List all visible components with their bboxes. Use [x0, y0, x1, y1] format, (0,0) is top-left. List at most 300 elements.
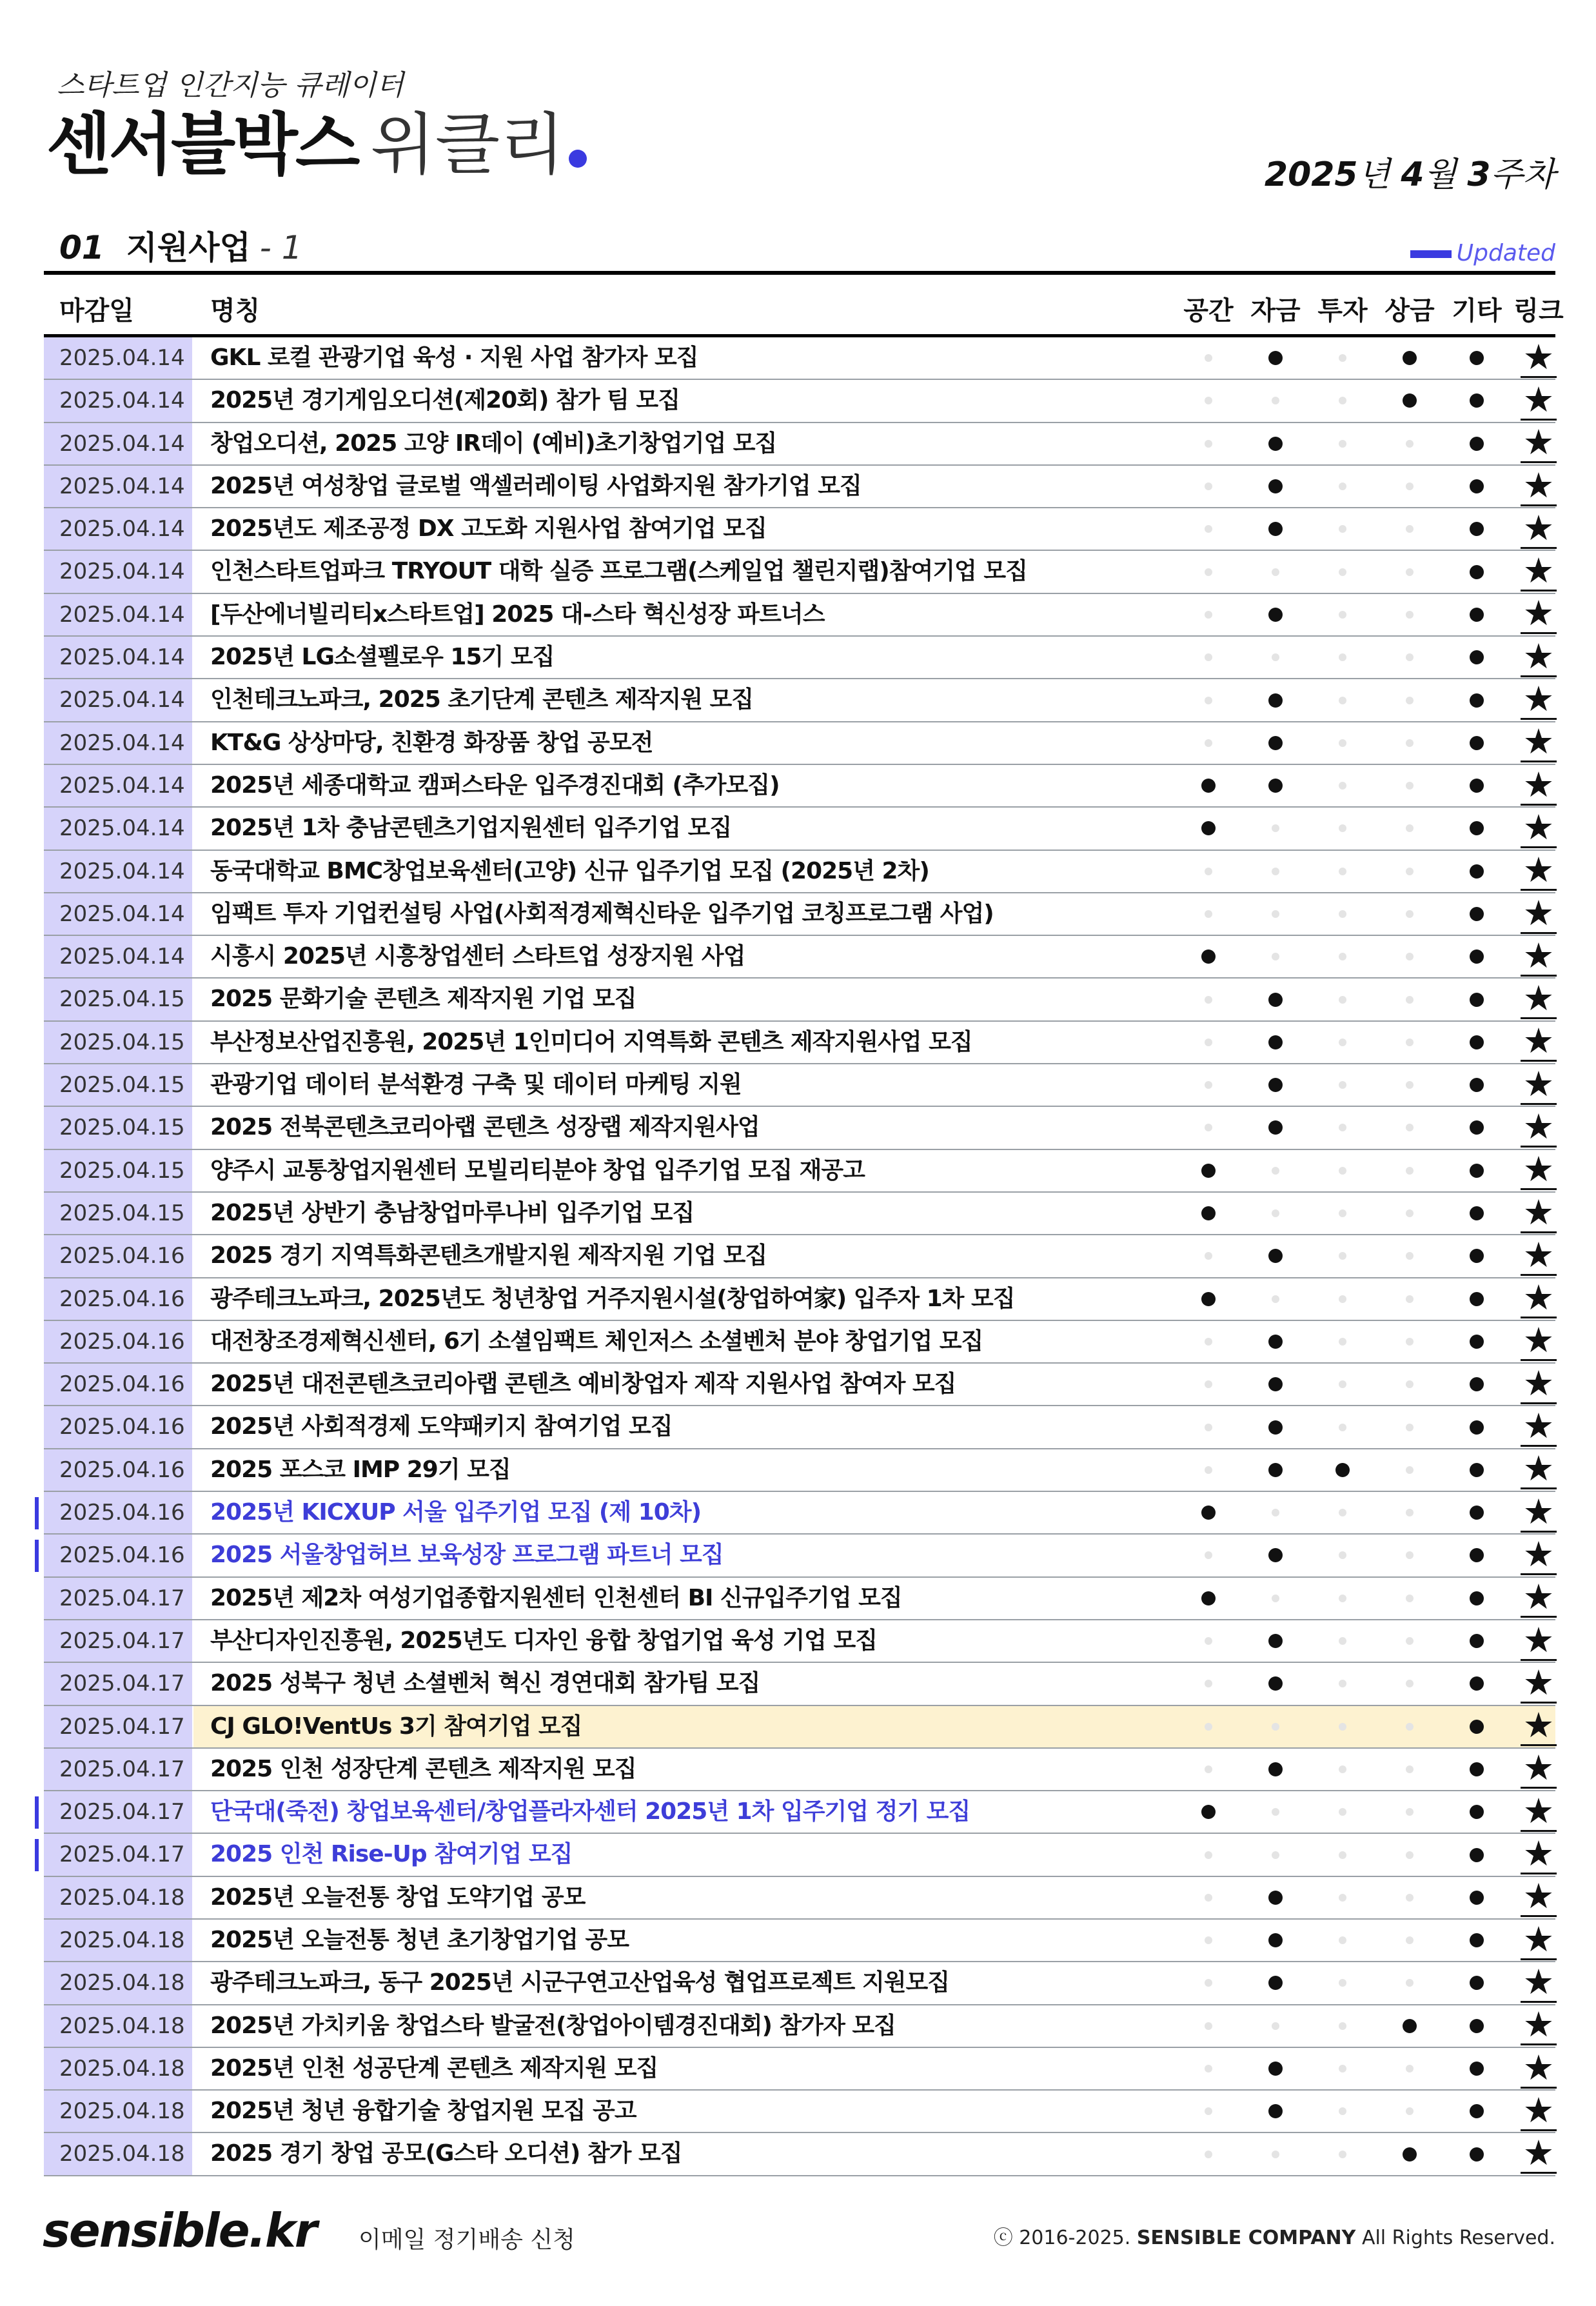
row-prize-indicator	[1377, 1022, 1442, 1063]
empty-dot-icon	[1205, 440, 1212, 448]
row-link[interactable]	[1506, 1791, 1571, 1833]
row-prize-indicator	[1377, 1578, 1442, 1619]
table-row	[44, 508, 1555, 551]
filled-dot-icon	[1268, 1548, 1283, 1562]
row-link[interactable]	[1506, 1749, 1571, 1790]
empty-dot-icon	[1339, 1081, 1346, 1089]
empty-dot-icon	[1406, 653, 1414, 661]
row-link[interactable]	[1506, 380, 1571, 421]
row-prize-indicator	[1377, 722, 1442, 764]
filled-dot-icon	[1470, 1976, 1484, 1990]
row-funding-indicator	[1243, 851, 1308, 892]
star-link-icon[interactable]: ★	[1521, 980, 1557, 1019]
table-row	[44, 2133, 1555, 2176]
filled-dot-icon	[1403, 2147, 1417, 2162]
star-link-icon[interactable]: ★	[1521, 1022, 1557, 1062]
row-link[interactable]	[1506, 1064, 1571, 1106]
star-link-icon[interactable]: ★	[1521, 809, 1557, 848]
empty-dot-icon	[1339, 568, 1346, 576]
row-link[interactable]	[1506, 1449, 1571, 1491]
row-link[interactable]	[1506, 851, 1571, 892]
row-link[interactable]	[1506, 1492, 1571, 1533]
empty-dot-icon	[1339, 354, 1346, 362]
empty-dot-icon	[1406, 697, 1414, 704]
empty-dot-icon	[1339, 1209, 1346, 1217]
row-funding-indicator	[1243, 466, 1308, 507]
header-deadline: 마감일	[59, 296, 134, 326]
table-row	[44, 1962, 1555, 2005]
row-etc-indicator	[1444, 1962, 1509, 2003]
table-row	[44, 2005, 1555, 2048]
row-title: 2025 경기 지역특화콘텐츠개발지원 제작지원 기업 모집	[210, 1242, 767, 1269]
row-investment-indicator	[1310, 1920, 1375, 1961]
updated-bar-icon	[1410, 250, 1452, 258]
empty-dot-icon	[1205, 1894, 1212, 1902]
row-space-indicator	[1176, 1406, 1241, 1447]
row-funding-indicator	[1243, 1321, 1308, 1362]
filled-dot-icon	[1403, 2019, 1417, 2033]
table-row	[44, 1920, 1555, 1962]
row-link[interactable]	[1506, 1235, 1571, 1277]
empty-dot-icon	[1205, 397, 1212, 404]
section-number: 01	[59, 229, 104, 266]
row-investment-indicator	[1310, 2091, 1375, 2132]
row-link[interactable]	[1506, 594, 1571, 635]
row-title: 창업오디션, 2025 고양 IR데이 (예비)초기창업기업 모집	[210, 430, 777, 457]
star-link-icon[interactable]: ★	[1521, 1066, 1557, 1105]
row-prize-indicator	[1377, 1834, 1442, 1875]
row-link[interactable]	[1506, 1535, 1571, 1576]
row-title: 2025년 상반기 충남창업마루나비 입주기업 모집	[210, 1199, 695, 1226]
newsletter-subscribe-link[interactable]: 이메일 정기배송 신청	[359, 2227, 575, 2253]
row-deadline: 2025.04.17	[44, 1749, 192, 1790]
filled-dot-icon	[1268, 1762, 1283, 1776]
star-link-icon[interactable]: ★	[1521, 1622, 1557, 1661]
empty-dot-icon	[1406, 739, 1414, 747]
row-prize-indicator	[1377, 765, 1442, 806]
row-investment-indicator	[1310, 1364, 1375, 1405]
week-month: 4	[1401, 155, 1424, 194]
empty-dot-icon	[1339, 1765, 1346, 1773]
row-funding-indicator	[1243, 2133, 1308, 2174]
row-link[interactable]	[1506, 808, 1571, 849]
row-deadline: 2025.04.17	[44, 1706, 192, 1747]
empty-dot-icon	[1205, 697, 1212, 704]
star-link-icon[interactable]: ★	[1521, 1450, 1557, 1489]
row-investment-indicator	[1310, 722, 1375, 764]
row-link[interactable]	[1506, 936, 1571, 977]
row-etc-indicator	[1444, 1492, 1509, 1533]
row-link[interactable]	[1506, 1962, 1571, 2003]
filled-dot-icon	[1470, 1463, 1484, 1477]
row-deadline: 2025.04.18	[44, 2048, 192, 2089]
row-title: 2025년 LG소셜펠로우 15기 모집	[210, 644, 555, 671]
table-row	[44, 979, 1555, 1021]
star-link-icon[interactable]: ★	[1521, 895, 1557, 934]
row-deadline: 2025.04.15	[44, 1107, 192, 1148]
star-link-icon[interactable]: ★	[1521, 851, 1557, 891]
table-body	[44, 337, 1555, 2176]
star-link-icon[interactable]: ★	[1521, 2134, 1557, 2174]
row-investment-indicator	[1310, 466, 1375, 507]
star-link-icon[interactable]: ★	[1521, 937, 1557, 977]
row-prize-indicator	[1377, 1535, 1442, 1576]
row-investment-indicator	[1310, 1064, 1375, 1106]
empty-dot-icon	[1205, 1680, 1212, 1687]
star-link-icon[interactable]: ★	[1521, 1578, 1557, 1618]
row-space-indicator	[1176, 380, 1241, 421]
star-link-icon[interactable]: ★	[1521, 1279, 1557, 1318]
filled-dot-icon	[1470, 1805, 1484, 1819]
row-link[interactable]	[1506, 1578, 1571, 1619]
filled-dot-icon	[1470, 736, 1484, 750]
star-link-icon[interactable]: ★	[1521, 681, 1557, 720]
filled-dot-icon	[1268, 1634, 1283, 1648]
row-etc-indicator	[1444, 1193, 1509, 1234]
filled-dot-icon	[1470, 650, 1484, 664]
row-link[interactable]	[1506, 1620, 1571, 1662]
filled-dot-icon	[1335, 1463, 1350, 1477]
filled-dot-icon	[1201, 1506, 1216, 1520]
row-link[interactable]	[1506, 337, 1571, 379]
row-deadline: 2025.04.16	[44, 1364, 192, 1405]
empty-dot-icon	[1339, 1424, 1346, 1431]
row-space-indicator	[1176, 2091, 1241, 2132]
star-link-icon[interactable]: ★	[1521, 1108, 1557, 1148]
row-link[interactable]	[1506, 765, 1571, 806]
row-space-indicator	[1176, 1663, 1241, 1704]
star-link-icon[interactable]: ★	[1521, 1749, 1557, 1789]
row-link[interactable]	[1506, 679, 1571, 721]
row-investment-indicator	[1310, 1107, 1375, 1148]
filled-dot-icon	[1470, 907, 1484, 921]
row-investment-indicator	[1310, 1877, 1375, 1918]
row-title: 2025년 인천 성공단계 콘텐츠 제작지원 모집	[210, 2054, 658, 2082]
star-link-icon[interactable]: ★	[1521, 467, 1557, 506]
copyright-years: ⓒ 2016-2025.	[993, 2227, 1131, 2249]
filled-dot-icon	[1470, 1591, 1484, 1605]
row-title: 2025 인천 성장단계 콘텐츠 제작지원 모집	[210, 1755, 636, 1782]
row-title: 2025년 대전콘텐츠코리아랩 콘텐츠 예비창업자 제작 지원사업 참여자 모집	[210, 1371, 956, 1398]
row-space-indicator	[1176, 1107, 1241, 1148]
row-investment-indicator	[1310, 1235, 1375, 1277]
row-link[interactable]	[1506, 1706, 1571, 1747]
row-prize-indicator	[1377, 1406, 1442, 1447]
row-link[interactable]	[1506, 1321, 1571, 1362]
filled-dot-icon	[1201, 1591, 1216, 1605]
filled-dot-icon	[1268, 1676, 1283, 1691]
row-investment-indicator	[1310, 1193, 1375, 1234]
row-prize-indicator	[1377, 1663, 1442, 1704]
table-row	[44, 1064, 1555, 1107]
star-link-icon[interactable]: ★	[1521, 552, 1557, 591]
row-etc-indicator	[1444, 979, 1509, 1020]
empty-dot-icon	[1406, 1509, 1414, 1516]
empty-dot-icon	[1406, 996, 1414, 1004]
row-link[interactable]	[1506, 1877, 1571, 1918]
row-link[interactable]	[1506, 2091, 1571, 2132]
empty-dot-icon	[1272, 653, 1279, 661]
row-link[interactable]	[1506, 1278, 1571, 1320]
row-deadline: 2025.04.14	[44, 936, 192, 977]
empty-dot-icon	[1339, 1851, 1346, 1859]
row-link[interactable]	[1506, 1022, 1571, 1063]
row-deadline: 2025.04.14	[44, 637, 192, 678]
row-space-indicator	[1176, 1620, 1241, 1662]
filled-dot-icon	[1201, 1164, 1216, 1178]
star-link-icon[interactable]: ★	[1521, 510, 1557, 549]
empty-dot-icon	[1205, 1338, 1212, 1346]
empty-dot-icon	[1205, 1380, 1212, 1388]
star-link-icon[interactable]: ★	[1521, 638, 1557, 677]
filled-dot-icon	[1268, 437, 1283, 451]
table-row	[44, 765, 1555, 808]
row-investment-indicator	[1310, 423, 1375, 464]
row-funding-indicator	[1243, 1578, 1308, 1619]
row-investment-indicator	[1310, 2005, 1375, 2047]
row-title: 2025 성북구 청년 소셜벤처 혁신 경연대회 참가팀 모집	[210, 1670, 760, 1697]
empty-dot-icon	[1339, 1808, 1346, 1816]
header-funding: 자금	[1250, 296, 1301, 326]
row-title: 2025 경기 창업 공모(G스타 오디션) 참가 모집	[210, 2140, 682, 2167]
row-link[interactable]	[1506, 2133, 1571, 2174]
row-link[interactable]	[1506, 423, 1571, 464]
table-header	[44, 275, 1564, 337]
star-link-icon[interactable]: ★	[1521, 766, 1557, 806]
filled-dot-icon	[1268, 479, 1283, 493]
header-prize: 상금	[1384, 296, 1435, 326]
empty-dot-icon	[1406, 1209, 1414, 1217]
row-deadline: 2025.04.16	[44, 1492, 192, 1533]
row-title: CJ GLO!VentUs 3기 참여기업 모집	[210, 1713, 582, 1740]
star-link-icon[interactable]: ★	[1521, 1793, 1557, 1832]
row-funding-indicator	[1243, 1620, 1308, 1662]
row-investment-indicator	[1310, 1449, 1375, 1491]
filled-dot-icon	[1470, 1634, 1484, 1648]
empty-dot-icon	[1339, 1936, 1346, 1944]
table-row	[44, 2048, 1555, 2091]
empty-dot-icon	[1406, 1936, 1414, 1944]
row-title: 2025 포스코 IMP 29기 모집	[210, 1456, 511, 1483]
row-deadline: 2025.04.14	[44, 594, 192, 635]
row-link[interactable]	[1506, 1920, 1571, 1961]
empty-dot-icon	[1406, 440, 1414, 448]
row-prize-indicator	[1377, 380, 1442, 421]
star-link-icon[interactable]: ★	[1521, 2006, 1557, 2045]
row-title: 2025년 세종대학교 캠퍼스타운 입주경진대회 (추가모집)	[210, 771, 780, 799]
row-funding-indicator	[1243, 936, 1308, 977]
row-title: 대전창조경제혁신센터, 6기 소셜임팩트 체인저스 소셜벤처 분야 창업기업 모집	[210, 1327, 983, 1355]
row-space-indicator	[1176, 2133, 1241, 2174]
row-etc-indicator	[1444, 1535, 1509, 1576]
row-etc-indicator	[1444, 466, 1509, 507]
row-link[interactable]	[1506, 722, 1571, 764]
empty-dot-icon	[1406, 953, 1414, 960]
row-etc-indicator	[1444, 936, 1509, 977]
star-link-icon[interactable]: ★	[1521, 1237, 1557, 1276]
row-prize-indicator	[1377, 2133, 1442, 2174]
empty-dot-icon	[1406, 1252, 1414, 1260]
row-deadline: 2025.04.18	[44, 2005, 192, 2047]
row-link[interactable]	[1506, 551, 1571, 592]
row-funding-indicator	[1243, 1834, 1308, 1875]
row-space-indicator	[1176, 1022, 1241, 1063]
row-space-indicator	[1176, 808, 1241, 849]
row-funding-indicator	[1243, 1022, 1308, 1063]
row-prize-indicator	[1377, 1620, 1442, 1662]
row-link[interactable]	[1506, 2048, 1571, 2089]
empty-dot-icon	[1406, 1723, 1414, 1731]
row-link[interactable]	[1506, 508, 1571, 550]
row-space-indicator	[1176, 1706, 1241, 1747]
table-row	[44, 808, 1555, 850]
filled-dot-icon	[1470, 608, 1484, 622]
filled-dot-icon	[1268, 736, 1283, 750]
row-space-indicator	[1176, 337, 1241, 379]
star-link-icon[interactable]: ★	[1521, 339, 1557, 378]
empty-dot-icon	[1205, 868, 1212, 875]
row-prize-indicator	[1377, 1278, 1442, 1320]
row-prize-indicator	[1377, 1706, 1442, 1747]
empty-dot-icon	[1205, 1424, 1212, 1431]
empty-dot-icon	[1406, 868, 1414, 875]
row-link[interactable]	[1506, 466, 1571, 507]
row-prize-indicator	[1377, 508, 1442, 550]
row-investment-indicator	[1310, 1749, 1375, 1790]
row-title: 2025 인천 Rise-Up 참여기업 모집	[210, 1841, 573, 1868]
filled-dot-icon	[1201, 1805, 1216, 1819]
star-link-icon[interactable]: ★	[1521, 2092, 1557, 2131]
table-row	[44, 1022, 1555, 1064]
filled-dot-icon	[1470, 1377, 1484, 1391]
filled-dot-icon	[1268, 1891, 1283, 1905]
filled-dot-icon	[1201, 1206, 1216, 1220]
table-row	[44, 722, 1555, 765]
star-link-icon[interactable]: ★	[1521, 1365, 1557, 1404]
row-link[interactable]	[1506, 637, 1571, 678]
empty-dot-icon	[1406, 2107, 1414, 2115]
star-link-icon[interactable]: ★	[1521, 1664, 1557, 1704]
star-link-icon[interactable]: ★	[1521, 1493, 1557, 1533]
row-link[interactable]	[1506, 1107, 1571, 1148]
row-space-indicator	[1176, 1877, 1241, 1918]
row-deadline: 2025.04.18	[44, 1962, 192, 2003]
row-funding-indicator	[1243, 679, 1308, 721]
row-link[interactable]	[1506, 1834, 1571, 1875]
star-link-icon[interactable]: ★	[1521, 1878, 1557, 1917]
table-row	[44, 1620, 1555, 1663]
row-investment-indicator	[1310, 1834, 1375, 1875]
empty-dot-icon	[1205, 1637, 1212, 1645]
row-funding-indicator	[1243, 2005, 1308, 2047]
filled-dot-icon	[1470, 2019, 1484, 2033]
empty-dot-icon	[1272, 824, 1279, 832]
star-link-icon[interactable]: ★	[1521, 1194, 1557, 1233]
header-investment: 투자	[1317, 296, 1368, 326]
table-row	[44, 1578, 1555, 1620]
row-investment-indicator	[1310, 765, 1375, 806]
filled-dot-icon	[1201, 779, 1216, 793]
row-investment-indicator	[1310, 1150, 1375, 1191]
star-link-icon[interactable]: ★	[1521, 424, 1557, 463]
row-funding-indicator	[1243, 1064, 1308, 1106]
table-row	[44, 1235, 1555, 1278]
star-link-icon[interactable]: ★	[1521, 1707, 1557, 1746]
empty-dot-icon	[1272, 397, 1279, 404]
filled-dot-icon	[1470, 393, 1484, 408]
week-year-suffix: 년	[1357, 155, 1390, 194]
star-link-icon[interactable]: ★	[1521, 1151, 1557, 1190]
filled-dot-icon	[1470, 1164, 1484, 1178]
filled-dot-icon	[1403, 393, 1417, 408]
table-row	[44, 1749, 1555, 1791]
star-link-icon[interactable]: ★	[1521, 1963, 1557, 2003]
row-title: 2025년도 제조공정 DX 고도화 지원사업 참여기업 모집	[210, 515, 767, 542]
filled-dot-icon	[1470, 1506, 1484, 1520]
row-etc-indicator	[1444, 1449, 1509, 1491]
row-prize-indicator	[1377, 1492, 1442, 1533]
row-link[interactable]	[1506, 1150, 1571, 1191]
row-funding-indicator	[1243, 1706, 1308, 1747]
filled-dot-icon	[1470, 1548, 1484, 1562]
star-link-icon[interactable]: ★	[1521, 595, 1557, 634]
header-etc: 기타	[1452, 296, 1502, 326]
empty-dot-icon	[1339, 2022, 1346, 2030]
row-link[interactable]	[1506, 893, 1571, 935]
row-deadline: 2025.04.14	[44, 380, 192, 421]
empty-dot-icon	[1406, 1124, 1414, 1131]
filled-dot-icon	[1268, 993, 1283, 1007]
row-link[interactable]	[1506, 1364, 1571, 1405]
row-link[interactable]	[1506, 979, 1571, 1020]
row-title: 단국대(죽전) 창업보육센터/창업플라자센터 2025년 1차 입주기업 정기 모집	[210, 1798, 970, 1825]
row-etc-indicator	[1444, 722, 1509, 764]
row-deadline: 2025.04.17	[44, 1578, 192, 1619]
row-investment-indicator	[1310, 1791, 1375, 1833]
row-space-indicator	[1176, 1364, 1241, 1405]
row-prize-indicator	[1377, 1920, 1442, 1961]
row-link[interactable]	[1506, 1406, 1571, 1447]
star-link-icon[interactable]: ★	[1521, 1835, 1557, 1874]
empty-dot-icon	[1205, 653, 1212, 661]
empty-dot-icon	[1339, 910, 1346, 918]
row-deadline: 2025.04.16	[44, 1235, 192, 1277]
filled-dot-icon	[1470, 1206, 1484, 1220]
footer-logo[interactable]: sensible.kr	[43, 2203, 317, 2258]
star-link-icon[interactable]: ★	[1521, 1407, 1557, 1447]
row-prize-indicator	[1377, 679, 1442, 721]
row-prize-indicator	[1377, 1235, 1442, 1277]
star-link-icon[interactable]: ★	[1521, 723, 1557, 762]
star-link-icon[interactable]: ★	[1521, 1921, 1557, 1960]
table-row	[44, 1449, 1555, 1492]
empty-dot-icon	[1339, 1380, 1346, 1388]
row-link[interactable]	[1506, 1193, 1571, 1234]
star-link-icon[interactable]: ★	[1521, 2049, 1557, 2089]
row-funding-indicator	[1243, 1193, 1308, 1234]
star-link-icon[interactable]: ★	[1521, 1322, 1557, 1361]
empty-dot-icon	[1339, 2107, 1346, 2115]
row-prize-indicator	[1377, 1107, 1442, 1148]
star-link-icon[interactable]: ★	[1521, 381, 1557, 421]
row-title: 시흥시 2025년 시흥창업센터 스타트업 성장지원 사업	[210, 943, 745, 970]
filled-dot-icon	[1470, 779, 1484, 793]
table-row	[44, 466, 1555, 508]
row-link[interactable]	[1506, 1663, 1571, 1704]
empty-dot-icon	[1406, 1039, 1414, 1046]
star-link-icon[interactable]: ★	[1521, 1536, 1557, 1575]
row-link[interactable]	[1506, 2005, 1571, 2047]
